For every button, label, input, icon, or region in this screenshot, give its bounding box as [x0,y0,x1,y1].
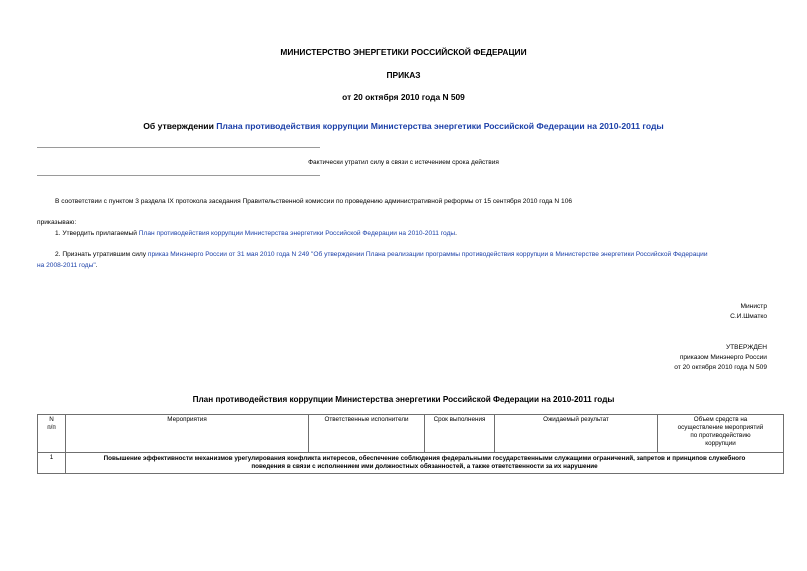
table-row [38,453,784,474]
subject-prefix: Об утверждении [143,121,217,131]
approval-line-2: приказом Минэнерго России [679,354,767,361]
item1-suffix: . [455,230,458,237]
header-deadline: Срок выполнения [425,415,495,453]
divider-top [37,147,320,148]
signature-title: Министр [740,303,767,310]
item2-prefix: 2. Признать утратившим силу [55,251,148,258]
order-word: приказываю: [37,219,77,226]
table-header-row [38,415,784,453]
preamble-text: В соответствии с пунктом 3 раздела IX протокола заседания Правительственной комиссии по проведению административной реформы от 15 сентября 2010 года N 106 [55,198,573,205]
row-num: 1 [38,453,66,474]
divider-bottom [37,175,320,176]
header-num-line1: N [49,416,54,423]
header-funding-line3: по противодействию [690,432,751,439]
order-item-2-line1 [55,251,708,258]
header-funding-line2: осуществление мероприятий [677,424,764,431]
approval-line-3: от 20 октября 2010 года N 509 [674,364,767,371]
order-item-2-line2 [37,262,98,269]
order-item-1 [55,230,457,237]
item2-order-link-line2[interactable]: на 2008-2011 годы" [37,262,96,269]
item1-plan-link[interactable]: План противодействия коррупции Министерства энергетики Российской Федерации на 2010-2011 годы [138,230,456,237]
row-title-line2: поведения в связи с исполнением ими должностных обязанностей, а также ответственности за их нарушение [251,463,598,470]
header-activities: Мероприятия [66,415,309,453]
header-funding-line1: Объем средств на [693,416,748,423]
header-num-line2: п/п [47,424,56,431]
signature-name: С.И.Шматко [730,313,767,320]
plan-table [37,414,784,474]
subject-plan-link[interactable]: Плана противодействия коррупции Министерства энергетики Российской Федерации на 2010-2011 годы [216,121,664,131]
header-num [38,415,66,453]
document-type: ПРИКАЗ [386,70,421,80]
header-responsible: Ответственные исполнители [309,415,425,453]
row-title-line1: Повышение эффективности механизмов урегулирования конфликта интересов, обеспечение соблюдения федеральными государственными служащими ограничений, запретов и принципов служебного [103,455,746,462]
row-section-title [66,453,784,474]
header-funding-line4: коррупции [705,440,736,447]
item2-order-link-line1[interactable]: приказ Минэнерго России от 31 мая 2010 года N 249 "Об утверждении Плана реализации программы противодействия коррупции в Министерстве энергетики Российской Федерации [147,251,708,258]
document-subject [0,121,807,131]
item2-suffix: . [95,262,98,269]
document-date-number: от 20 октября 2010 года N 509 [342,92,465,102]
approval-line-1: УТВЕРЖДЕН [725,344,767,351]
header-funding [658,415,784,453]
header-result: Ожидаемый результат [495,415,658,453]
item1-prefix: 1. Утвердить прилагаемый [55,230,139,237]
status-note: Фактически утратил силу в связи с истечением срока действия [308,159,499,166]
ministry-heading: МИНИСТЕРСТВО ЭНЕРГЕТИКИ РОССИЙСКОЙ ФЕДЕРАЦИИ [280,47,527,57]
plan-title: План противодействия коррупции Министерства энергетики Российской Федерации на 2010-2011 годы [192,395,615,404]
